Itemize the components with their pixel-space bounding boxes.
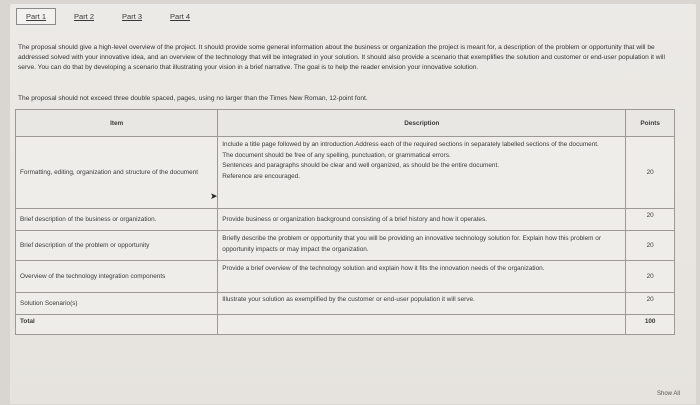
- table-row: [16, 261, 675, 293]
- row-description: Illustrate your solution as exemplified by the customer or end-user population it will serve.: [218, 293, 626, 315]
- row-description: Briefly describe the problem or opportunity that you will be providing an innovative technology solution for. Explain how this problem or opportunity impacts or may impact the organization.: [218, 231, 626, 261]
- row-points: 20: [626, 261, 675, 293]
- intro-paragraph: The proposal should give a high-level overview of the project. It should provide some general information about the business or organization the project is meant for, a description of the problem or opportunity that will be addressed solved with your innovative idea, and an overview of the technology that will be integrated in your solution. It should also provide a scenario that exemplifies the solution and customer or end-user population it will serve. You can do that by developing a scenario that illustrating your vision in a brief narrative. The goal is to help the reader envision your innovative solution.: [18, 44, 665, 72]
- header-item: Item: [16, 110, 218, 137]
- row-description: [218, 137, 626, 209]
- total-points: 100: [626, 315, 675, 335]
- row-description: Provide business or organization background consisting of a brief history and how it operates.: [218, 209, 626, 231]
- tab-part-2[interactable]: Part 2: [74, 12, 95, 21]
- table-header-row: [16, 110, 675, 137]
- rubric-table: [15, 109, 675, 335]
- table-row: [16, 293, 675, 315]
- description-line: Sentences and paragraphs should be clear and well organized, as should be the entire document.: [222, 162, 500, 169]
- tab-part-3[interactable]: Part 3: [122, 12, 143, 21]
- row-item: Overview of the technology integration components: [16, 261, 218, 293]
- header-description: Description: [218, 110, 626, 137]
- table-row: [16, 209, 675, 231]
- description-line: The document should be free of any spelling, punctuation, or grammatical errors.: [222, 151, 451, 159]
- table-total-row: [16, 315, 675, 335]
- row-points: 20: [626, 231, 675, 261]
- tab-part-4[interactable]: Part 4: [170, 12, 191, 21]
- row-points: 20: [626, 137, 675, 209]
- length-limit-note: The proposal should not exceed three double spaced, pages, using no larger than the Times New Roman, 12-point font.: [18, 95, 368, 102]
- row-points: 20: [626, 209, 675, 231]
- row-item: Formatting, editing, organization and structure of the document: [16, 137, 218, 209]
- row-item: Solution Scenario(s): [16, 293, 218, 315]
- total-label: Total: [16, 315, 218, 335]
- header-points: Points: [626, 110, 675, 137]
- row-item: Brief description of the business or organization.: [16, 209, 218, 231]
- row-item: Brief description of the problem or opportunity: [16, 231, 218, 261]
- row-description: Provide a brief overview of the technology solution and explain how it fits the innovation needs of the organization.: [218, 261, 626, 293]
- row-points: 20: [626, 293, 675, 315]
- show-all-link[interactable]: Show All: [656, 391, 680, 397]
- total-description: [218, 315, 626, 335]
- table-row: [16, 231, 675, 261]
- table-row: [16, 137, 675, 209]
- part-tabs: [16, 8, 208, 25]
- mouse-cursor-icon: ➤: [210, 191, 218, 201]
- description-line: Include a title page followed by an introduction.Address each of the required sections in separately labelled sections of the document.: [222, 141, 599, 148]
- description-line: Reference are encouraged.: [222, 172, 301, 180]
- tab-part-1[interactable]: Part 1: [16, 8, 56, 25]
